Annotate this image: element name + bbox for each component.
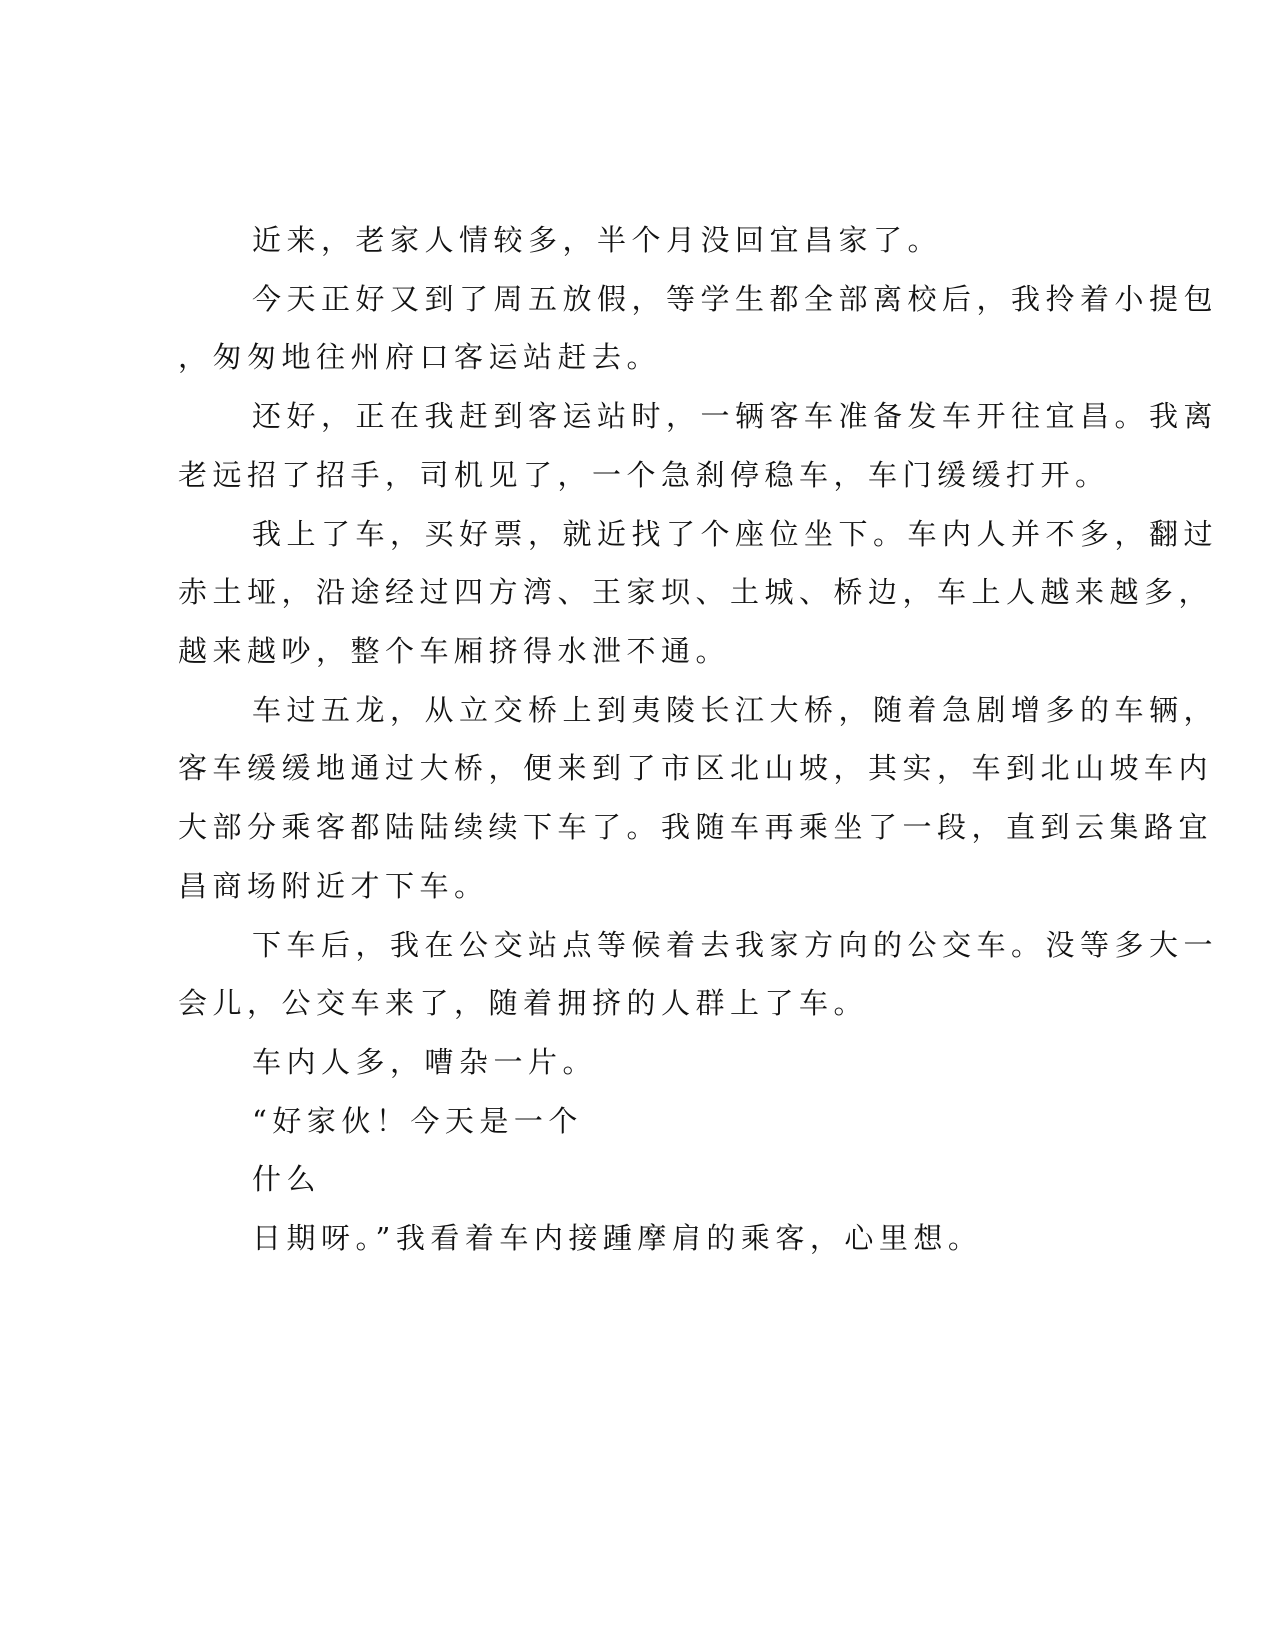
paragraph-8-line-2: 什么 [252, 1162, 322, 1196]
paragraph-3-line-1: 还好，正在我赶到客运站时，一辆客车准备发车开往宜昌。我离 [252, 399, 1219, 433]
paragraph-6-line-2: 会儿，公交车来了，随着拥挤的人群上了车。 [178, 986, 869, 1020]
paragraph-8-line-1: “好家伙！今天是一个 [252, 1104, 583, 1138]
paragraph-5-line-1: 车过五龙，从立交桥上到夷陵长江大桥，随着急剧增多的车辆， [252, 693, 1219, 727]
paragraph-1-line-1: 近来，老家人情较多，半个月没回宜昌家了。 [252, 223, 943, 257]
paragraph-4-line-3: 越来越吵，整个车厢挤得水泄不通。 [178, 634, 731, 668]
paragraph-2-line-2: ，匆匆地往州府口客运站赶去。 [178, 340, 662, 374]
paragraph-5-line-4: 昌商场附近才下车。 [178, 869, 489, 903]
paragraph-6-line-1: 下车后，我在公交站点等候着去我家方向的公交车。没等多大一 [252, 928, 1219, 962]
paragraph-4-line-1: 我上了车，买好票，就近找了个座位坐下。车内人并不多，翻过 [252, 517, 1219, 551]
paragraph-4-line-2: 赤土垭，沿途经过四方湾、王家坝、土城、桥边，车上人越来越多， [178, 575, 1214, 609]
paragraph-2-line-1: 今天正好又到了周五放假，等学生都全部离校后，我拎着小提包 [252, 282, 1219, 316]
paragraph-7-line-1: 车内人多，嘈杂一片。 [252, 1045, 598, 1079]
paragraph-3-line-2: 老远招了招手，司机见了，一个急刹停稳车，车门缓缓打开。 [178, 458, 1110, 492]
paragraph-5-line-2: 客车缓缓地通过大桥，便来到了市区北山坡，其实，车到北山坡车内 [178, 751, 1214, 785]
paragraph-8-line-3: 日期呀。”我看着车内接踵摩肩的乘客，心里想。 [252, 1221, 983, 1255]
paragraph-5-line-3: 大部分乘客都陆陆续续下车了。我随车再乘坐了一段，直到云集路宜 [178, 810, 1214, 844]
